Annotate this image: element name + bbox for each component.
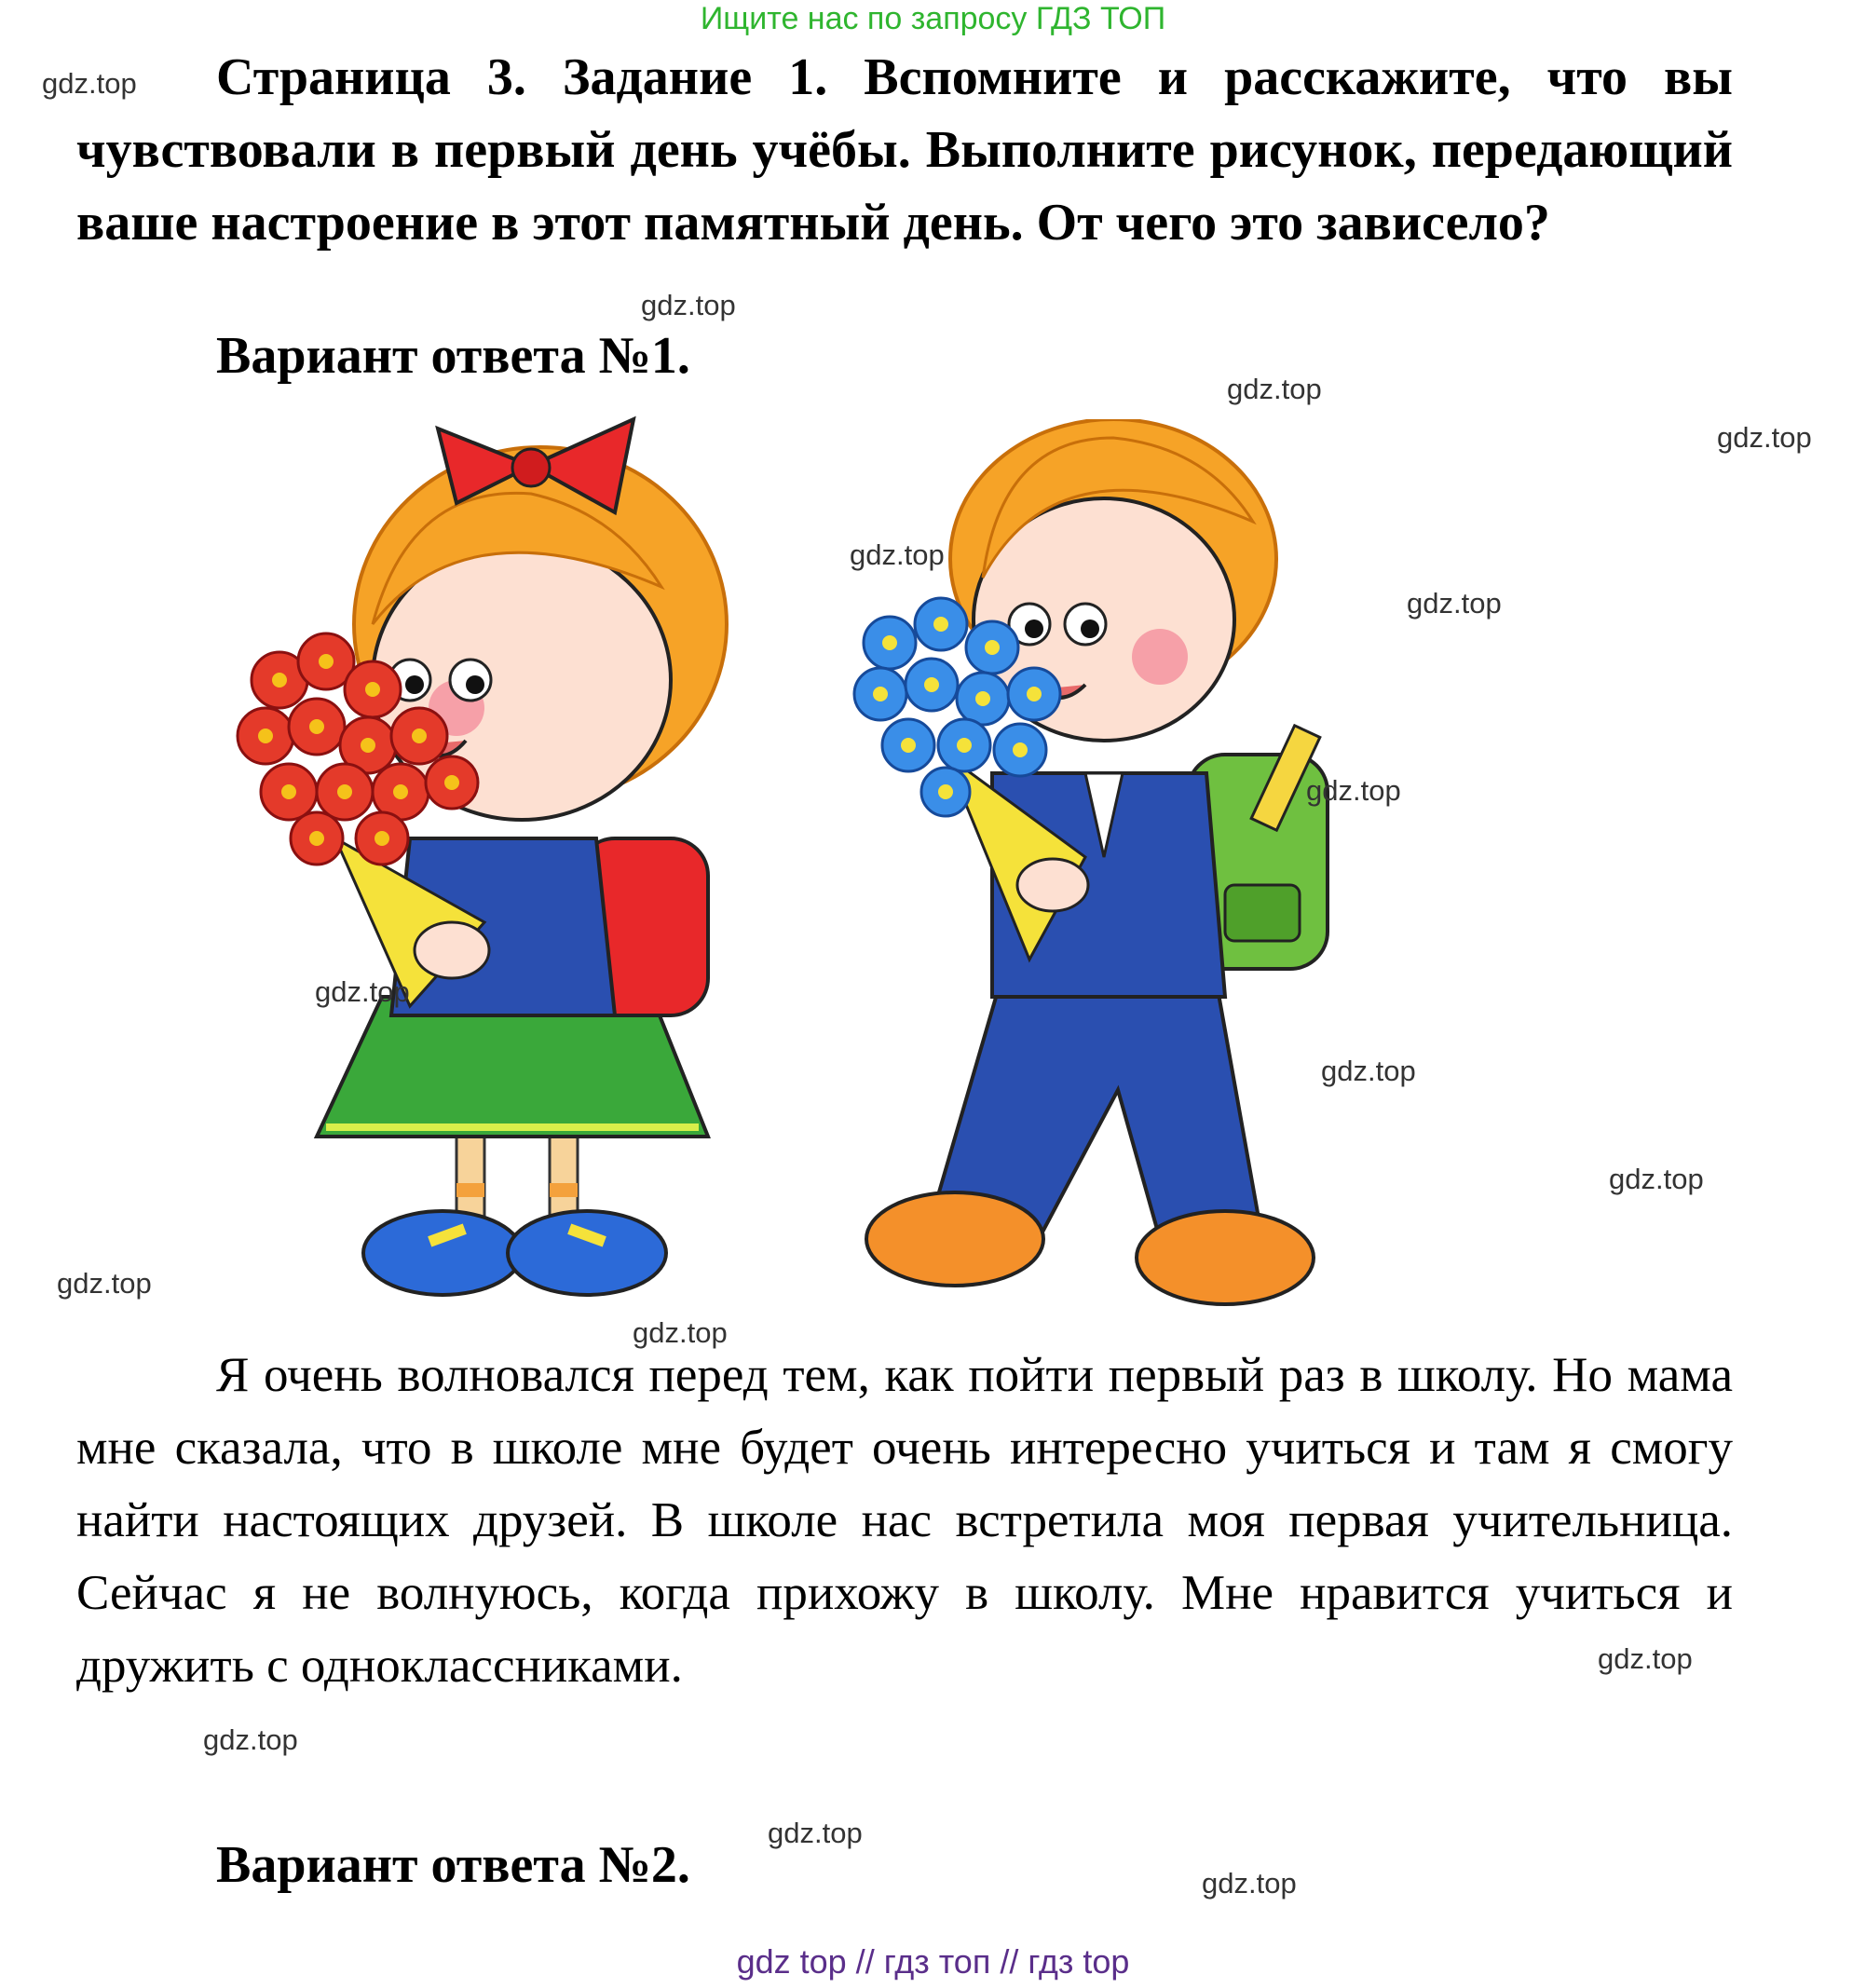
watermark: gdz.top — [1227, 373, 1322, 405]
variant-2-heading: Вариант ответа №2. — [216, 1836, 690, 1894]
watermark: gdz.top — [1598, 1642, 1693, 1675]
watermark: gdz.top — [315, 975, 410, 1008]
watermark: gdz.top — [1717, 421, 1812, 454]
watermark: gdz.top — [57, 1267, 152, 1300]
watermark: gdz.top — [1306, 774, 1401, 807]
variant-1-heading: Вариант ответа №1. — [216, 327, 690, 385]
watermark: gdz.top — [1407, 587, 1502, 620]
watermark: gdz.top — [1609, 1163, 1704, 1195]
watermark: gdz.top — [633, 1316, 728, 1349]
watermark: gdz.top — [1321, 1055, 1416, 1087]
watermark: gdz.top — [203, 1723, 298, 1756]
watermark: gdz.top — [641, 289, 736, 321]
watermark: gdz.top — [850, 538, 945, 571]
footer-links[interactable]: gdz top // гдз топ // гдз top — [736, 1942, 1130, 1981]
top-banner: Ищите нас по запросу ГДЗ ТОП — [700, 1, 1166, 36]
watermark: gdz.top — [768, 1817, 863, 1849]
task-text: Страница 3. Задание 1. Вспомните и расскажите, что вы чувствовали в первый день учёбы. Выполните рисунок, передающий ваше настроение в этот памятный день. От чего это зависело? — [76, 48, 1733, 252]
watermark: gdz.top — [42, 67, 137, 100]
girl-illustration — [224, 401, 764, 1323]
answer-text: Я очень волновался перед тем, как пойти первый раз в школу. Но мама мне сказала, что в школе мне будет очень интересно учиться и там я смогу найти настоящих друзей. В школе нас встретила моя первая учительница. Сейчас я не волнуюсь, когда прихожу в школу. Мне нравится учиться и дружить с одноклассниками. — [76, 1348, 1733, 1693]
watermark: gdz.top — [1202, 1867, 1297, 1899]
